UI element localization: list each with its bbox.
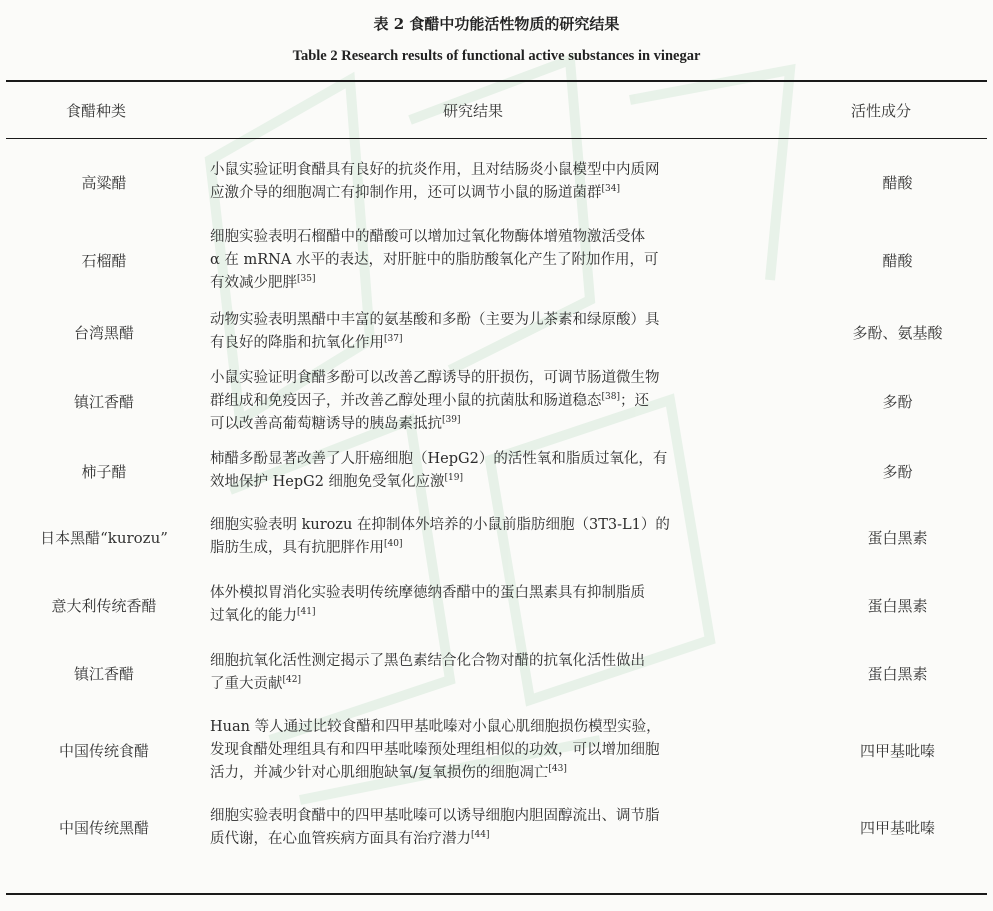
cell-active-component: 蛋白黑素 [867, 664, 928, 683]
citation-ref: [40] [384, 539, 403, 550]
table-row [6, 792, 993, 863]
cell-active-component: 四甲基吡嗪 [859, 819, 935, 837]
citation-ref: [43] [548, 763, 567, 774]
table-header-rule [6, 138, 987, 139]
result-line: 有良好的降脂和抗氧化作用[37] [210, 334, 403, 351]
result-line: 群组成和免疫因子，并改善乙醇处理小鼠的抗菌肽和肠道稳态[38]；还 [210, 391, 649, 409]
cell-vinegar-type: 柿子醋 [81, 462, 127, 481]
cell-research-result [202, 792, 800, 863]
result-line: 小鼠实验证明食醋具有良好的抗炎作用，且对结肠炎小鼠模型中内质网 [210, 162, 660, 178]
table-row [6, 146, 993, 218]
table-top-rule [6, 80, 987, 82]
table-row [6, 218, 993, 302]
cell-vinegar-type: 石榴醋 [81, 251, 127, 270]
table-row [6, 638, 993, 708]
cell-vinegar-type: 镇江香醋 [73, 392, 134, 411]
cell-active-component: 四甲基吡嗪 [859, 741, 935, 760]
header-active-component: 活性成分 [851, 102, 912, 120]
result-line: α 在 mRNA 水平的表达，对肝脏中的脂肪酸氧化产生了附加作用，可 [210, 251, 659, 268]
result-line: 细胞实验表明 kurozu 在抑制体外培养的小鼠前脂肪细胞（3T3-L1）的 [210, 517, 670, 533]
result-line: 柿醋多酚显著改善了人肝癌细胞（HepG2）的活性氧和脂质过氧化，有 [210, 451, 668, 467]
citation-ref: [37] [384, 334, 403, 345]
result-line: 脂肪生成，具有抗肥胖作用[40] [210, 539, 403, 556]
cell-vinegar-type: 台湾黑醋 [73, 323, 134, 342]
table-title-english: Table 2 Research results of functional active substances in vinegar [292, 48, 701, 64]
result-line: 小鼠实验证明食醋多酚可以改善乙醇诱导的肝损伤，可调节肠道微生物 [210, 369, 660, 386]
result-line: 活力，并减少针对心肌细胞缺氧/复氧损伤的细胞凋亡[43] [210, 763, 567, 781]
table-row [6, 708, 993, 792]
cell-vinegar-type: 镇江香醋 [73, 664, 134, 683]
cell-active-component: 醋酸 [882, 251, 913, 270]
result-line: 效地保护 HepG2 细胞免受氧化应激[19] [210, 473, 464, 490]
cell-active-component: 多酚 [882, 462, 913, 481]
cell-research-result [202, 708, 800, 792]
table-row [6, 440, 993, 502]
result-line: 应激介导的细胞凋亡有抑制作用，还可以调节小鼠的肠道菌群[34] [210, 184, 620, 201]
citation-ref: [34] [601, 184, 620, 195]
cell-research-result [202, 502, 800, 572]
cell-research-result [202, 218, 800, 302]
result-line: 质代谢，在心血管疾病方面具有治疗潜力[44] [210, 829, 490, 847]
header-vinegar-type: 食醋种类 [66, 102, 127, 120]
cell-active-component: 蛋白黑素 [867, 528, 928, 547]
result-line: 细胞抗氧化活性测定揭示了黑色素结合化合物对醋的抗氧化活性做出 [210, 653, 645, 669]
cell-research-result [202, 302, 800, 362]
result-line: 体外模拟胃消化实验表明传统摩德纳香醋中的蛋白黑素具有抑制脂质 [210, 585, 645, 601]
cell-active-component: 醋酸 [882, 173, 913, 192]
cell-research-result [202, 440, 800, 502]
result-line: 了重大贡献[42] [210, 675, 301, 692]
result-line: Huan 等人通过比较食醋和四甲基吡嗪对小鼠心肌细胞损伤模型实验， [210, 718, 661, 735]
citation-ref: [19] [444, 473, 464, 484]
result-line: 动物实验表明黑醋中丰富的氨基酸和多酚（主要为儿茶素和绿原酸）具 [210, 312, 660, 328]
cell-vinegar-type: 日本黑醋“kurozu” [40, 528, 168, 547]
table-title-chinese: 表 2 食醋中功能活性物质的研究结果 [373, 15, 620, 33]
cell-vinegar-type: 意大利传统香醋 [51, 596, 157, 615]
cell-research-result [202, 572, 800, 638]
table-bottom-rule [6, 893, 987, 895]
result-line: 可以改善高葡萄糖诱导的胰岛素抵抗[39] [210, 414, 461, 432]
citation-ref: [42] [282, 675, 301, 686]
cell-vinegar-type: 中国传统食醋 [58, 741, 149, 760]
result-line: 细胞实验表明石榴醋中的醋酸可以增加过氧化物酶体增殖物激活受体 [210, 228, 645, 245]
table-row [6, 502, 993, 572]
result-line: 细胞实验表明食醋中的四甲基吡嗪可以诱导细胞内胆固醇流出、调节脂 [210, 807, 660, 824]
table-row [6, 572, 993, 638]
result-line: 发现食醋处理组具有和四甲基吡嗪预处理组相似的功效，可以增加细胞 [210, 741, 660, 758]
result-line: 有效减少肥胖[35] [210, 273, 316, 291]
citation-ref: [44] [471, 829, 490, 840]
cell-research-result [202, 146, 800, 218]
result-line: 过氧化的能力[41] [210, 607, 316, 624]
cell-active-component: 多酚、氨基酸 [852, 323, 943, 342]
citation-ref: [39] [442, 414, 461, 425]
cell-vinegar-type: 高粱醋 [81, 173, 127, 192]
cell-active-component: 蛋白黑素 [867, 596, 928, 615]
table-row [6, 362, 993, 440]
results-table [6, 146, 993, 863]
cell-research-result [202, 638, 800, 708]
cell-active-component: 多酚 [882, 392, 913, 411]
citation-ref: [35] [297, 273, 316, 284]
cell-vinegar-type: 中国传统黑醋 [58, 819, 149, 837]
table-row [6, 302, 993, 362]
citation-ref: [41] [297, 607, 316, 618]
cell-research-result [202, 362, 800, 440]
header-research-result: 研究结果 [443, 102, 504, 120]
